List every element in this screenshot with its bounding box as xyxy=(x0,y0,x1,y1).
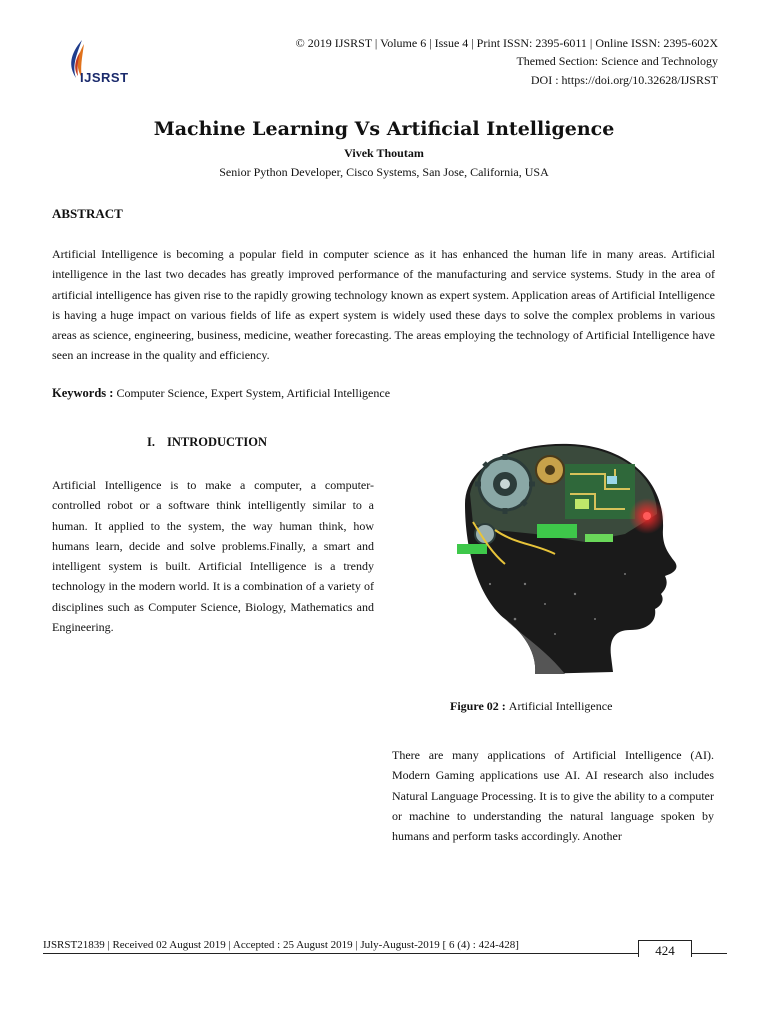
paper-title: Machine Learning Vs Artificial Intelligence xyxy=(153,118,615,140)
author-affiliation: Senior Python Developer, Cisco Systems, San Jose, California, USA xyxy=(219,165,549,179)
logo-text: IJSRST xyxy=(80,70,129,85)
section-title: INTRODUCTION xyxy=(167,435,268,449)
page-number: 424 xyxy=(638,940,692,957)
header-line-2: Themed Section: Science and Technology xyxy=(516,54,718,68)
right-column-text: There are many applications of Artificial Intelligence (AI). Modern Gaming applications use AI. AI research also includes Natural Language Processing. It is to give the ability to a computer or machine to understanding the natural language spoken by humans and perform tasks accordingly. Another xyxy=(392,748,714,844)
section-number: I. xyxy=(147,435,155,449)
journal-logo xyxy=(60,34,130,94)
section-heading-introduction xyxy=(147,435,267,450)
footer-rule xyxy=(43,953,727,954)
footer-citation: IJSRST21839 | Received 02 August 2019 | Accepted : 25 August 2019 | July-August-2019 [ 6 (4) : 424-428] xyxy=(43,939,519,951)
figure-caption-text: Artificial Intelligence xyxy=(508,699,613,713)
figure-separator: : xyxy=(498,699,509,713)
figure-label: Figure 02 xyxy=(450,699,499,713)
keywords-line xyxy=(52,386,390,401)
paper-author: Vivek Thoutam xyxy=(344,146,424,160)
keywords-label: Keywords : xyxy=(52,386,114,400)
header-doi[interactable]: DOI : https://doi.org/10.32628/IJSRST xyxy=(530,73,718,87)
header-line-1: © 2019 IJSRST | Volume 6 | Issue 4 | Print ISSN: 2395-6011 | Online ISSN: 2395-602X xyxy=(295,36,718,50)
abstract-heading: ABSTRACT xyxy=(52,206,123,221)
keywords-list: Computer Science, Expert System, Artificial Intelligence xyxy=(116,386,391,400)
introduction-text: Artificial Intelligence is to make a computer, a computer-controlled robot or a software think intelligently similar to a human. It applied to the system, the way human think, how humans learn, decide and solve problems.Finally, a smart and intelligent system is built. Artificial Intelligence is a trendy technology in the modern world. It is a combination of a variety of disciplines such as Computer Science, Biology, Mathematics and Engineering. xyxy=(52,478,374,635)
ai-head-figure xyxy=(425,434,685,682)
figure-caption xyxy=(450,699,612,714)
abstract-text: Artificial Intelligence is becoming a popular field in computer science as it has enhanced the human life in many areas. Artificial intelligence in the last two decades has greatly improved performance of the manufacturing and service systems. Study in the area of artificial intelligence has given rise to the rapidly growing technology known as expert system. Application areas of Artificial Intelligence is having a huge impact on various fields of life as expert system is widely used these days to solve the complex problems in various areas as science, engineering, business, medicine, weather forecasting. The areas employing the technology of Artificial Intelligence have seen an increase in the quality and efficiency. xyxy=(52,247,715,363)
